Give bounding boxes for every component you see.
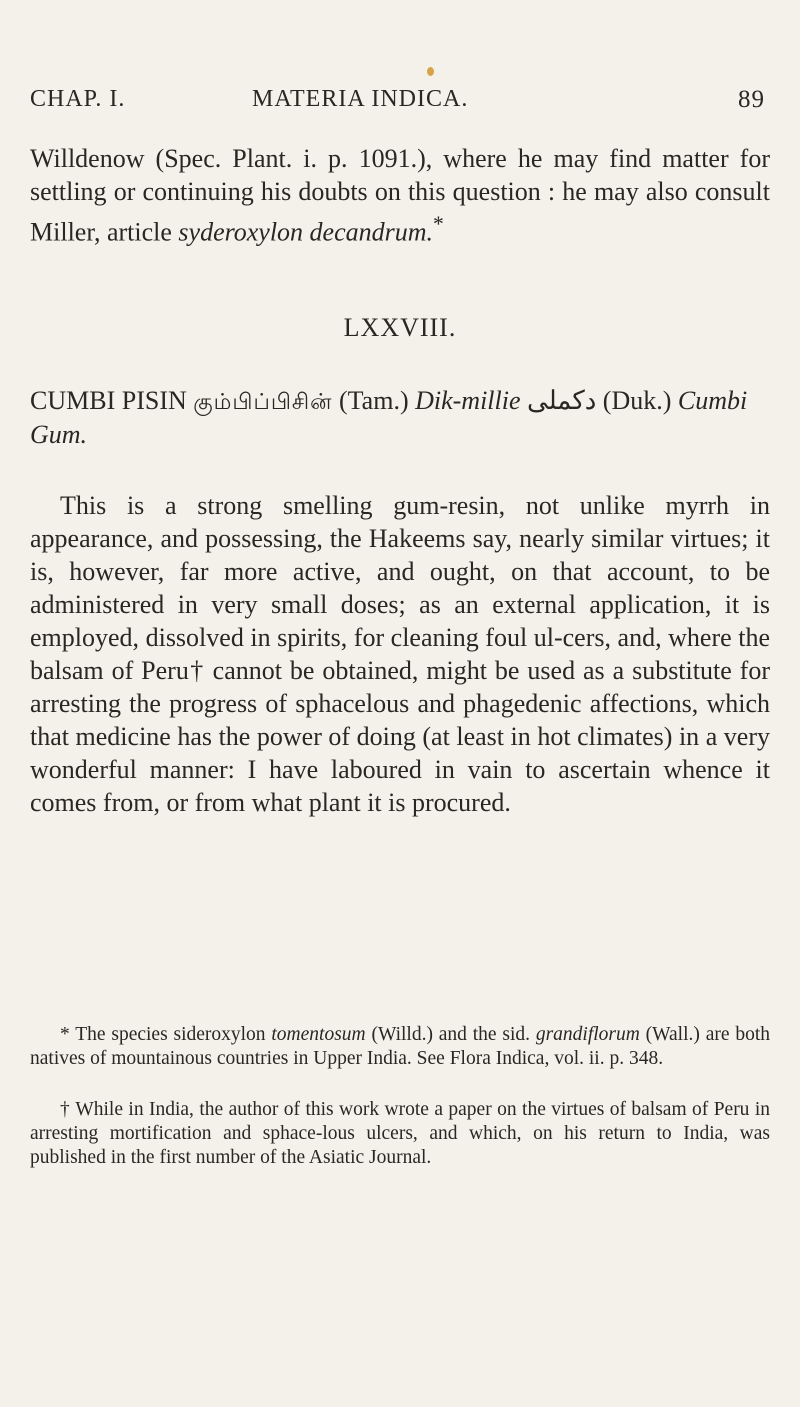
footnote-1-mark: * bbox=[60, 1024, 70, 1045]
english-name: Cumbi Gum. bbox=[30, 386, 748, 449]
footnote-1 bbox=[30, 1023, 770, 1071]
urdu-name: دکملی bbox=[527, 386, 597, 415]
chapter-label: CHAP. I. bbox=[30, 86, 126, 112]
footnote-1-text-a: The species sideroxylon bbox=[69, 1024, 272, 1045]
tamil-name: கும்பிப்பிசின் bbox=[193, 389, 333, 414]
italic-term: syderoxylon decandrum. bbox=[178, 217, 434, 247]
paragraph-text: Willdenow (Spec. Plant. i. p. 1091.), where he may find matter for settling or continuing his doubts on this question : he may also consult Miller, article bbox=[30, 144, 770, 247]
footnote-2-text: While in India, the author of this work wrote a paper on the virtues of balsam of Peru in arresting mortification and sphace-lous ulcers, and which, on his return to India, was published in the first number of the Asiatic Journal. bbox=[30, 1099, 771, 1168]
running-title: MATERIA INDICA. bbox=[252, 86, 469, 112]
dukhani-label: (Duk.) bbox=[602, 386, 672, 415]
dukhani-name: Dik-millie bbox=[415, 386, 521, 415]
ink-spot bbox=[427, 67, 434, 76]
drug-name: CUMBI PISIN bbox=[30, 386, 187, 415]
footnote-2 bbox=[30, 1098, 770, 1170]
footnote-1-italic-2: grandiflorum bbox=[535, 1024, 640, 1045]
body-text-a: This is a strong smelling gum-resin, not unlike myrrh in appearance, and possessing, the Hakeems say, nearly similar virtues; it is, however, far more active, and ought, on that account, to be administered in very small doses; as an external application, it is employed, dissolved in spirits, for cleaning foul ul-cers, and, where the balsam of Peru bbox=[30, 491, 770, 685]
tamil-label: (Tam.) bbox=[338, 386, 409, 415]
body-text-b: cannot be obtained, might be used as a substitute for arresting the progress of sphacelous and phagedenic affections, which that medicine has the power of doing (at least in hot climates) in a very wonderful manner: I have laboured in vain to ascertain whence it comes from, or from what plant it is procured. bbox=[30, 656, 770, 817]
running-header bbox=[30, 86, 770, 126]
dagger-marker: † bbox=[188, 656, 205, 685]
footnote-1-text-c: (Wall.) are both natives of mountainous countries in Upper India. See Flora Indica, vol. ii. p. 348. bbox=[30, 1024, 770, 1069]
footnote-2-mark: † bbox=[60, 1099, 71, 1120]
page-number: 89 bbox=[738, 86, 765, 113]
footnote-1-text-b: (Willd.) and the sid. bbox=[365, 1024, 536, 1045]
body-paragraph bbox=[30, 489, 770, 819]
footnote-marker: * bbox=[433, 212, 444, 236]
section-number: LXXVIII. bbox=[343, 313, 457, 342]
paragraph-continuation bbox=[30, 142, 770, 249]
section-heading bbox=[30, 384, 770, 451]
footnote-1-italic-1: tomentosum bbox=[271, 1024, 366, 1045]
